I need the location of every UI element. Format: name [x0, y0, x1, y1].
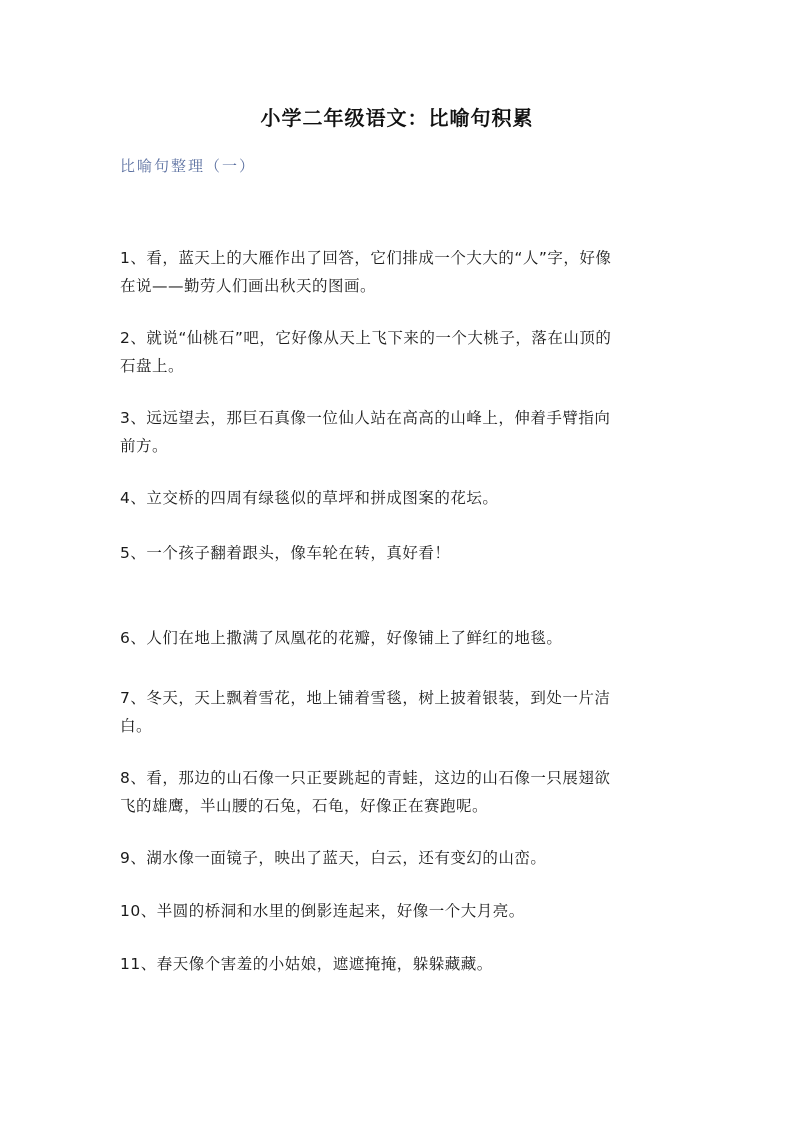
sentence-line: 10、半圆的桥洞和水里的倒影连起来，好像一个大月亮。: [120, 902, 525, 920]
sentence-line: 8、看，那边的山石像一只正要跳起的青蛙，这边的山石像一只展翅欲: [120, 769, 611, 787]
sentence-item-7: [120, 684, 680, 740]
sentence-line: 6、人们在地上撒满了凤凰花的花瓣，好像铺上了鲜红的地毯。: [120, 629, 563, 647]
sentence-line: 前方。: [120, 437, 169, 455]
sentence-item-6: [120, 624, 680, 652]
sentence-item-9: [120, 844, 680, 872]
sentence-line: 4、立交桥的四周有绿毯似的草坪和拼成图案的花坛。: [120, 489, 499, 507]
sentence-line: 飞的雄鹰，半山腰的石兔，石龟，好像正在赛跑呢。: [120, 797, 489, 815]
page-title: 小学二年级语文：比喻句积累: [260, 106, 534, 130]
section-subtitle: 比喻句整理（一）: [120, 157, 257, 175]
sentence-line: 白。: [120, 717, 153, 735]
sentence-item-8: [120, 764, 680, 820]
sentence-item-11: [120, 950, 680, 978]
sentence-line: 9、湖水像一面镜子，映出了蓝天，白云，还有变幻的山峦。: [120, 849, 547, 867]
sentence-line: 3、远远望去，那巨石真像一位仙人站在高高的山峰上，伸着手臂指向: [120, 409, 611, 427]
sentence-line: 石盘上。: [120, 357, 185, 375]
sentence-line: 11、春天像个害羞的小姑娘，遮遮掩掩，躲躲藏藏。: [120, 955, 493, 973]
sentence-line: 在说——勤劳人们画出秋天的图画。: [120, 277, 377, 295]
sentence-line: 7、冬天，天上飘着雪花，地上铺着雪毯，树上披着银装，到处一片洁: [120, 689, 611, 707]
sentence-line: 2、就说“仙桃石”吧，它好像从天上飞下来的一个大桃子，落在山顶的: [120, 329, 612, 347]
sentence-item-5: [120, 539, 680, 567]
sentence-item-10: [120, 897, 680, 925]
sentence-item-2: [120, 324, 680, 380]
sentence-line: 1、看，蓝天上的大雁作出了回答，它们排成一个大大的“人”字，好像: [120, 249, 612, 267]
sentence-line: 5、一个孩子翻着跟头，像车轮在转，真好看！: [120, 544, 451, 562]
sentence-item-4: [120, 484, 680, 512]
sentence-item-1: [120, 244, 680, 300]
sentence-item-3: [120, 404, 680, 460]
